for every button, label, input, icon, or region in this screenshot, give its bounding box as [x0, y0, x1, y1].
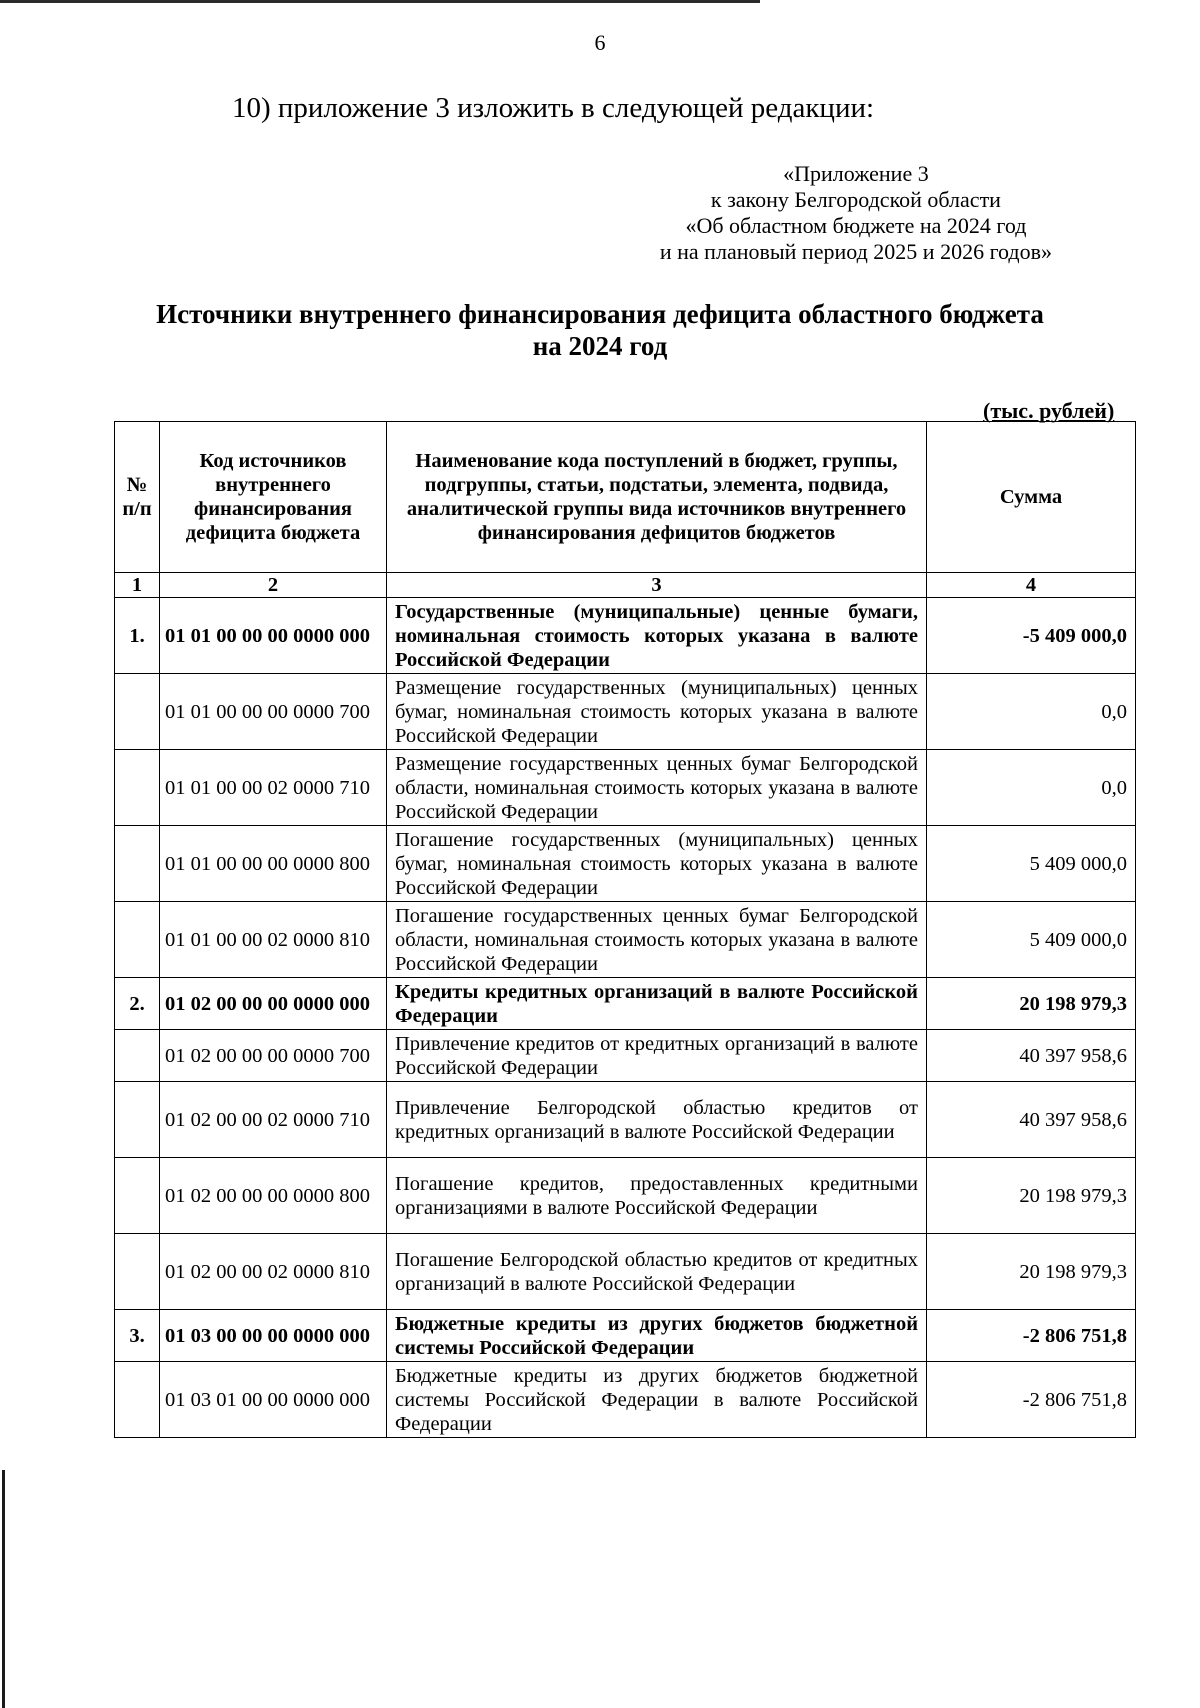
row-number [115, 1082, 160, 1158]
row-name: Размещение государственных (муниципальных) ценных бумаг, номинальная стоимость которых указана в валюте Российской Федерации [387, 674, 927, 750]
header-number: № п/п [115, 422, 160, 573]
row-code: 01 03 01 00 00 0000 000 [160, 1362, 387, 1438]
row-code: 01 03 00 00 00 0000 000 [160, 1310, 387, 1362]
row-name: Размещение государственных ценных бумаг Белгородской области, номинальная стоимость которых указана в валюте Российской Федерации [387, 750, 927, 826]
document-title [0, 298, 1200, 362]
table-row [115, 1082, 1136, 1158]
row-number: 2. [115, 978, 160, 1030]
row-name: Погашение государственных ценных бумаг Белгородской области, номинальная стоимость которых указана в валюте Российской Федерации [387, 902, 927, 978]
financing-sources-table [114, 421, 1136, 1438]
row-code: 01 02 00 00 00 0000 700 [160, 1030, 387, 1082]
row-sum: 0,0 [927, 674, 1136, 750]
appendix-heading [660, 161, 1052, 265]
table-row [115, 1310, 1136, 1362]
table-row [115, 1362, 1136, 1438]
row-name: Погашение Белгородской областью кредитов от кредитных организаций в валюте Российской Федерации [387, 1234, 927, 1310]
row-name: Кредиты кредитных организаций в валюте Российской Федерации [387, 978, 927, 1030]
row-sum: 5 409 000,0 [927, 902, 1136, 978]
row-code: 01 01 00 00 00 0000 800 [160, 826, 387, 902]
row-number [115, 902, 160, 978]
appendix-line: к закону Белгородской области [710, 187, 1001, 212]
row-name: Государственные (муниципальные) ценные бумаги, номинальная стоимость которых указана в валюте Российской Федерации [387, 598, 927, 674]
row-sum: 40 397 958,6 [927, 1082, 1136, 1158]
appendix-line: и на плановый период 2025 и 2026 годов» [659, 239, 1052, 264]
column-number: 3 [387, 573, 927, 598]
row-name: Погашение государственных (муниципальных) ценных бумаг, номинальная стоимость которых указана в валюте Российской Федерации [387, 826, 927, 902]
row-sum: 20 198 979,3 [927, 1234, 1136, 1310]
row-name: Привлечение Белгородской областью кредитов от кредитных организаций в валюте Российской Федерации [387, 1082, 927, 1158]
row-code: 01 01 00 00 00 0000 700 [160, 674, 387, 750]
table-row [115, 1030, 1136, 1082]
row-code: 01 02 00 00 02 0000 810 [160, 1234, 387, 1310]
row-number [115, 1158, 160, 1234]
column-number: 2 [160, 573, 387, 598]
row-number [115, 1234, 160, 1310]
row-number [115, 1030, 160, 1082]
column-number: 1 [115, 573, 160, 598]
row-code: 01 02 00 00 00 0000 000 [160, 978, 387, 1030]
row-code: 01 01 00 00 00 0000 000 [160, 598, 387, 674]
row-number: 1. [115, 598, 160, 674]
row-name: Погашение кредитов, предоставленных кредитными организациями в валюте Российской Федерации [387, 1158, 927, 1234]
column-number: 4 [927, 573, 1136, 598]
row-name: Бюджетные кредиты из других бюджетов бюджетной системы Российской Федерации [387, 1310, 927, 1362]
row-number [115, 750, 160, 826]
row-name: Бюджетные кредиты из других бюджетов бюджетной системы Российской Федерации в валюте Российской Федерации [387, 1362, 927, 1438]
appendix-line: «Приложение 3 [783, 161, 929, 186]
row-sum: -5 409 000,0 [927, 598, 1136, 674]
row-name: Привлечение кредитов от кредитных организаций в валюте Российской Федерации [387, 1030, 927, 1082]
title-line-1: Источники внутреннего финансирования дефицита областного бюджета [156, 299, 1044, 329]
row-code: 01 01 00 00 02 0000 710 [160, 750, 387, 826]
row-code: 01 02 00 00 00 0000 800 [160, 1158, 387, 1234]
row-sum: 0,0 [927, 750, 1136, 826]
scan-edge-left [2, 1470, 5, 1708]
table-row [115, 826, 1136, 902]
scan-edge-top [0, 0, 760, 3]
row-code: 01 01 00 00 02 0000 810 [160, 902, 387, 978]
table-row [115, 902, 1136, 978]
row-number [115, 1362, 160, 1438]
header-code: Код источников внутреннего финансирования дефицита бюджета [160, 422, 387, 573]
row-code: 01 02 00 00 02 0000 710 [160, 1082, 387, 1158]
header-name: Наименование кода поступлений в бюджет, группы, подгруппы, статьи, подстатьи, элемента, подвида, аналитической группы вида источников внутреннего финансирования дефицитов бюджетов [387, 422, 927, 573]
row-sum: 5 409 000,0 [927, 826, 1136, 902]
appendix-line: «Об областном бюджете на 2024 год [685, 213, 1027, 238]
table-header-row [115, 422, 1136, 573]
table-row [115, 598, 1136, 674]
row-sum: -2 806 751,8 [927, 1310, 1136, 1362]
table-row [115, 978, 1136, 1030]
amendment-intro: 10) приложение 3 изложить в следующей редакции: [232, 92, 875, 124]
row-sum: 20 198 979,3 [927, 978, 1136, 1030]
table-row [115, 1158, 1136, 1234]
page-number: 6 [594, 30, 606, 55]
row-number [115, 674, 160, 750]
header-sum: Сумма [927, 422, 1136, 573]
row-number: 3. [115, 1310, 160, 1362]
units-label: (тыс. рублей) [983, 398, 1115, 423]
table-row [115, 674, 1136, 750]
row-sum: 40 397 958,6 [927, 1030, 1136, 1082]
table-row [115, 750, 1136, 826]
row-sum: 20 198 979,3 [927, 1158, 1136, 1234]
row-sum: -2 806 751,8 [927, 1362, 1136, 1438]
column-numbers-row [115, 573, 1136, 598]
table-row [115, 1234, 1136, 1310]
title-line-2: на 2024 год [532, 331, 668, 361]
row-number [115, 826, 160, 902]
